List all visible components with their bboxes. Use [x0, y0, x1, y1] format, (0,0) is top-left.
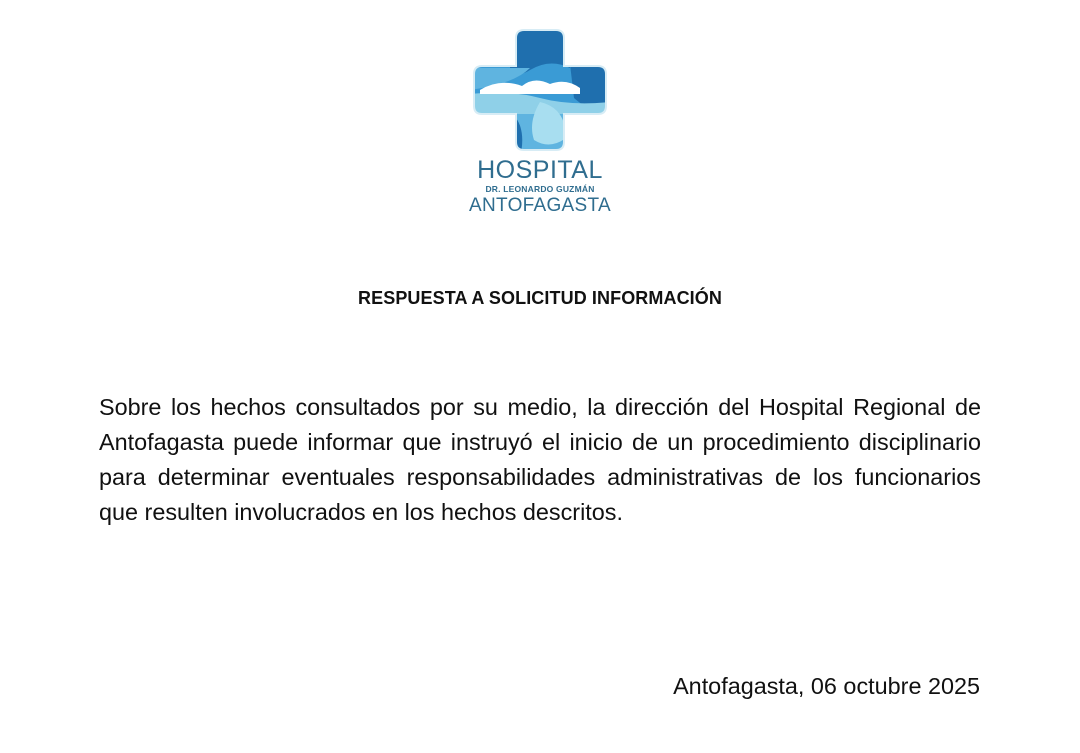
logo-subname-text: DR. LEONARDO GUZMÁN — [485, 184, 595, 194]
hospital-logo — [462, 28, 618, 218]
document-title: RESPUESTA A SOLICITUD INFORMACIÓN — [358, 288, 722, 308]
medical-cross-logo-icon — [470, 28, 610, 158]
logo-hospital-text: HOSPITAL — [477, 156, 603, 184]
logo-city-text: ANTOFAGASTA — [469, 194, 611, 216]
document-body: Sobre los hechos consultados por su medio, la dirección del Hospital Regional de Antofagasta puede informar que instruyó el inicio de un procedimiento disciplinario para determinar eventuales responsabilidades administrativas de los funcionarios que resulten involucrados en los hechos descritos. — [99, 394, 981, 525]
document-date: Antofagasta, 06 octubre 2025 — [673, 673, 980, 699]
